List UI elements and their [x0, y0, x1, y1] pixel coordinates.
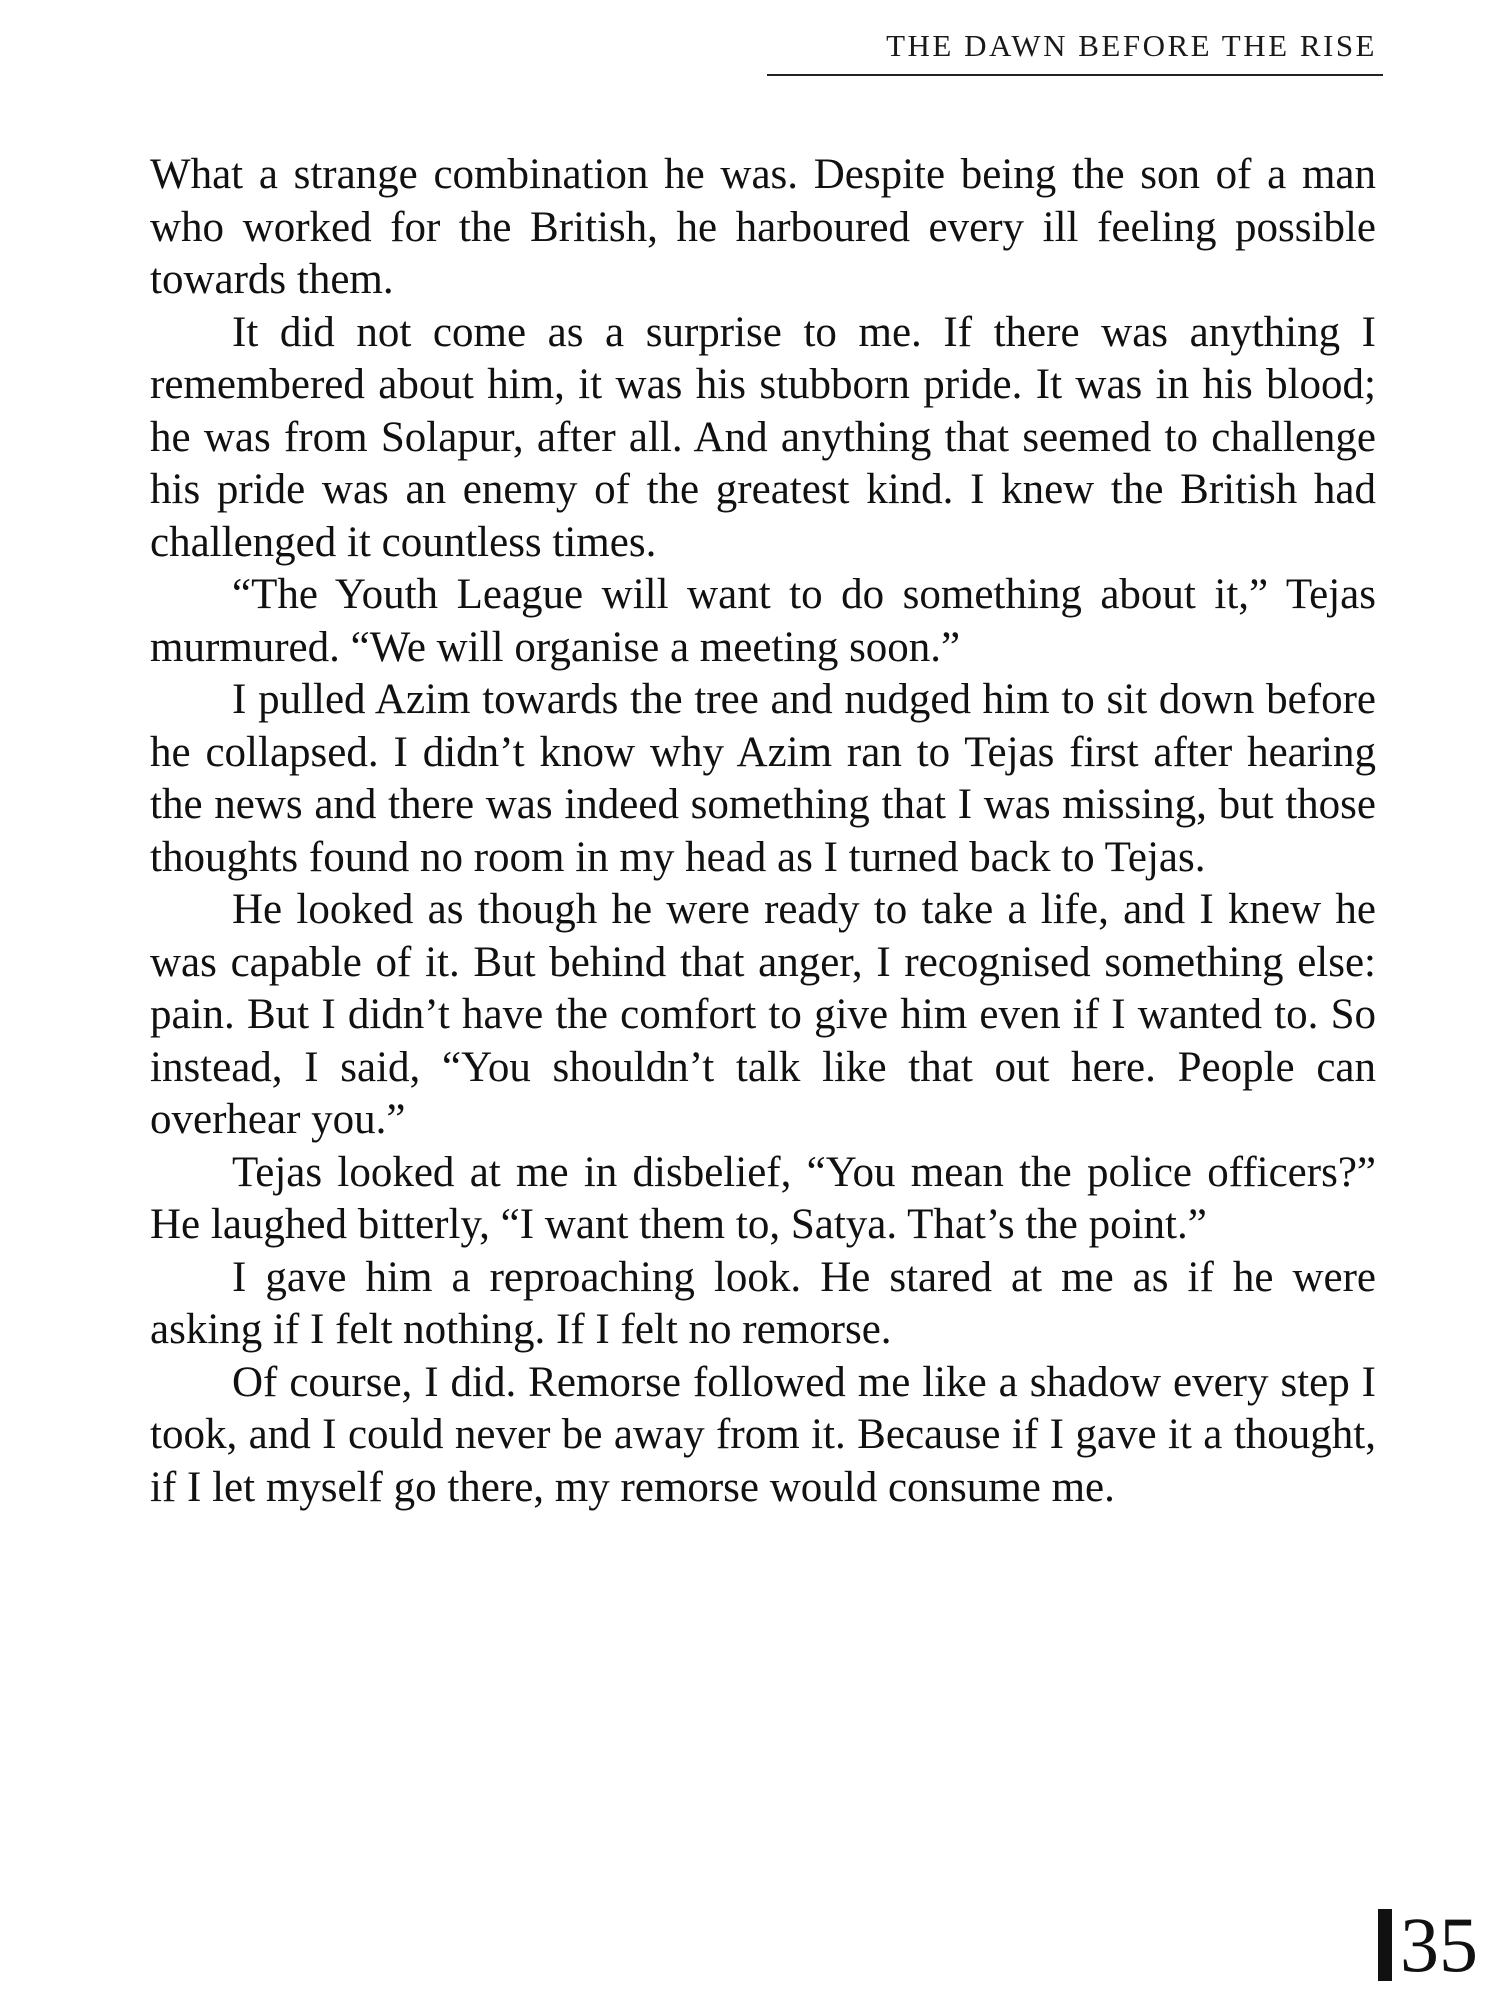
paragraph-4: I pulled Azim towards the tree and nudged him to sit down before he collapsed. I didn’t know why Azim ran to Tejas first after hearing the news and there was indeed something that I was missing, but those thoughts found no room in my head as I turned back to Tejas. — [150, 676, 1376, 881]
body-text — [150, 149, 1376, 1514]
folio-bar — [1378, 1909, 1392, 1981]
paragraph-1: What a strange combination he was. Despite being the son of a man who worked for the British, he harboured every ill feeling possible towards them. — [150, 151, 1376, 303]
page-folio — [1378, 1901, 1478, 1988]
paragraph-3: “The Youth League will want to do something about it,” Tejas murmured. “We will organise a meeting soon.” — [150, 571, 1376, 671]
paragraph-2: It did not come as a surprise to me. If there was anything I remembered about him, it was his stubborn pride. It was in his blood; he was from Solapur, after all. And anything that seemed to challenge his pride was an enemy of the greatest kind. I knew the British had challenged it countless times. — [150, 308, 1376, 566]
paragraph-8: Of course, I did. Remorse followed me like a shadow every step I took, and I could never be away from it. Because if I gave it a thought, if I let myself go there, my remorse would consume me. — [150, 1358, 1376, 1511]
paragraph-7: I gave him a reproaching look. He stared at me as if he were asking if I felt nothing. If I felt no remorse. — [150, 1253, 1376, 1353]
paragraph-6: Tejas looked at me in disbelief, “You mean the police officers?” He laughed bitterly, “I want them to, Satya. That’s the point.” — [150, 1148, 1376, 1248]
paragraph-5: He looked as though he were ready to take a life, and I knew he was capable of it. But behind that anger, I recognised something else: pain. But I didn’t have the comfort to give him even if I wanted to. So instead, I said, “You shouldn’t talk like that out here. People can overhear you.” — [150, 886, 1376, 1143]
header-rule — [767, 74, 1383, 76]
running-head-title: THE DAWN BEFORE THE RISE — [886, 28, 1377, 63]
page-number: 35 — [1400, 1901, 1478, 1988]
